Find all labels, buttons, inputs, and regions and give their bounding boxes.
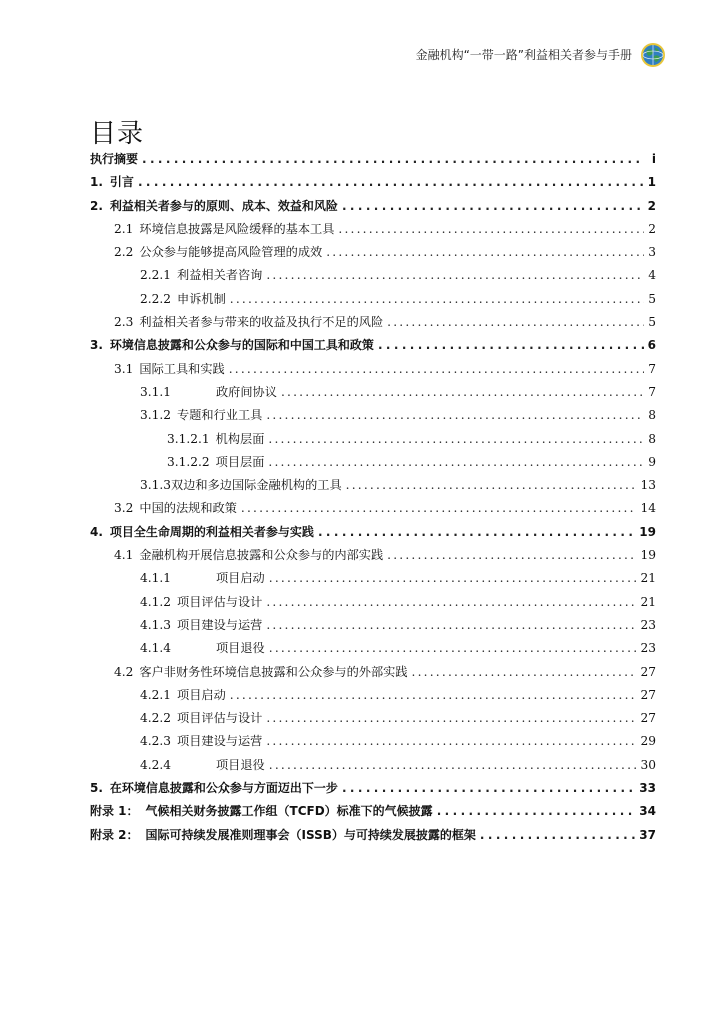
- toc-entry-title: 引言: [109, 175, 134, 190]
- dot-leader: [269, 571, 637, 585]
- dot-leader: [266, 595, 636, 609]
- toc-entry[interactable]: [90, 290, 656, 313]
- dot-leader: [342, 199, 644, 213]
- toc-entry-label: [140, 756, 265, 773]
- dot-leader: [268, 455, 644, 469]
- toc-entry-label: [90, 523, 314, 540]
- toc-entry-number: 5.: [90, 781, 103, 796]
- dot-leader: [338, 222, 644, 236]
- toc-entry[interactable]: [90, 266, 656, 289]
- toc-entry-title: 项目建设与运营: [177, 617, 263, 632]
- toc-entry-number: 3.1: [114, 361, 134, 376]
- toc-entry-number: 4.2.3: [140, 734, 172, 749]
- globe-logo-icon: [640, 42, 666, 68]
- toc-entry-title: 项目评估与设计: [177, 594, 263, 609]
- toc-entry-number: 3.1.1: [140, 384, 172, 399]
- toc-entry-label: [167, 430, 264, 447]
- dot-leader: [326, 245, 644, 259]
- toc-entry-number: 4.1: [114, 548, 134, 563]
- toc-entry-number: 4.2: [114, 664, 134, 679]
- toc-entry[interactable]: [90, 639, 656, 662]
- toc-entry-number: 附录 1：: [90, 804, 139, 819]
- toc-entry[interactable]: [90, 173, 656, 196]
- toc-entry-page: 21: [640, 594, 656, 609]
- toc-entry-title: 双边和多边国际金融机构的工具: [171, 478, 342, 493]
- toc-entry-title: 在环境信息披露和公众参与方面迈出下一步: [109, 781, 338, 796]
- dot-leader: [241, 501, 637, 515]
- page-title: 目录: [90, 119, 145, 149]
- toc-entry-page: 19: [639, 524, 656, 539]
- toc-entry-label: [90, 336, 374, 353]
- dot-leader: [269, 758, 637, 772]
- toc-entry-page: 14: [640, 501, 656, 516]
- toc-entry-label: [140, 593, 262, 610]
- toc-entry-page: 1: [647, 175, 656, 190]
- dot-leader: [142, 152, 644, 166]
- toc-entry[interactable]: [90, 756, 656, 779]
- toc-entry[interactable]: [90, 150, 656, 173]
- dot-leader: [342, 781, 635, 795]
- dot-leader: [480, 828, 635, 842]
- toc-entry-label: [140, 266, 262, 283]
- toc-entry-title: 专题和行业工具: [177, 408, 263, 423]
- toc-entry[interactable]: [90, 686, 656, 709]
- toc-entry-title: 申诉机制: [177, 291, 226, 306]
- toc-entry-page: 23: [640, 641, 656, 656]
- toc-entry-label: [114, 360, 225, 377]
- toc-entry-title: 气候相关财务披露工作组（TCFD）标准下的气候披露: [145, 804, 433, 819]
- dot-leader: [318, 525, 635, 539]
- toc-entry-label: [140, 383, 277, 400]
- toc-entry-title: 中国的法规和政策: [139, 501, 237, 516]
- toc-entry-title: 国际可持续发展准则理事会（ISSB）与可持续发展披露的框架: [145, 827, 476, 842]
- toc-entry[interactable]: [90, 616, 656, 639]
- toc-entry-title: 公众参与能够提高风险管理的成效: [139, 245, 323, 260]
- toc-entry-number: 2.: [90, 198, 103, 213]
- toc-entry-label: [140, 569, 265, 586]
- toc-entry-number: 1.: [90, 175, 103, 190]
- toc-entry-label: [90, 779, 338, 796]
- toc-entry-page: 13: [640, 478, 656, 493]
- dot-leader: [266, 408, 644, 422]
- toc-entry-page: 4: [648, 268, 656, 283]
- dot-leader: [378, 338, 644, 352]
- toc-entry-label: [140, 290, 226, 307]
- dot-leader: [387, 315, 644, 329]
- toc-entry-number: 3.: [90, 338, 103, 353]
- toc-entry-number: 附录 2：: [90, 827, 139, 842]
- toc-entry-title: 利益相关者咨询: [177, 268, 263, 283]
- dot-leader: [230, 688, 637, 702]
- toc-entry-label: [114, 499, 237, 516]
- toc-entry-page: 2: [647, 198, 656, 213]
- toc-entry-title: 项目启动: [177, 687, 226, 702]
- toc-entry-label: [140, 616, 262, 633]
- toc-entry-number: 2.1: [114, 221, 134, 236]
- toc-entry-label: [140, 709, 262, 726]
- toc-entry-title: 项目全生命周期的利益相关者参与实践: [109, 524, 314, 539]
- toc-entry[interactable]: [90, 802, 656, 825]
- toc-entry-title: 项目退役: [216, 757, 265, 772]
- toc-entry-number: 4.2.2: [140, 711, 172, 726]
- header-title: 金融机构“一带一路”利益相关者参与手册: [415, 48, 632, 62]
- running-header: [416, 46, 632, 63]
- dot-leader: [412, 665, 637, 679]
- toc-entry[interactable]: [90, 360, 656, 383]
- toc-entry-page: 30: [640, 757, 656, 772]
- toc-entry[interactable]: [90, 383, 656, 406]
- toc-entry[interactable]: [90, 336, 656, 359]
- toc-entry-title: 项目建设与运营: [177, 734, 263, 749]
- toc-entry-title: 项目启动: [216, 571, 265, 586]
- toc-entry[interactable]: [90, 593, 656, 616]
- toc-entry-title: 环境信息披露是风险缓释的基本工具: [139, 221, 335, 236]
- toc-entry-label: [90, 173, 134, 190]
- dot-leader: [229, 362, 644, 376]
- toc-entry-title: 机构层面: [215, 431, 265, 446]
- toc-entry-label: [114, 313, 383, 330]
- toc-entry-label: [90, 802, 433, 819]
- toc-entry-label: [114, 220, 334, 237]
- toc-entry-number: 3.1.3: [140, 478, 172, 493]
- toc-entry[interactable]: [90, 406, 656, 429]
- toc-entry-number: 3.2: [114, 501, 134, 516]
- toc-entry-number: 2.2.1: [140, 268, 172, 283]
- toc-entry-number: 4.1.4: [140, 641, 172, 656]
- dot-leader: [266, 711, 636, 725]
- toc-entry-page: 7: [648, 361, 656, 376]
- toc-entry-label: [140, 686, 226, 703]
- toc-entry[interactable]: [90, 569, 656, 592]
- toc-entry[interactable]: [90, 826, 656, 849]
- toc-entry[interactable]: [90, 220, 656, 243]
- toc-entry-label: [140, 406, 262, 423]
- dot-leader: [266, 618, 636, 632]
- toc-entry-number: 4.: [90, 524, 103, 539]
- toc-entry-page: 8: [648, 408, 656, 423]
- toc-entry-title: 金融机构开展信息披露和公众参与的内部实践: [139, 548, 384, 563]
- dot-leader: [281, 385, 644, 399]
- toc-entry-number: 3.1.2: [140, 408, 172, 423]
- toc-entry-page: 9: [648, 454, 656, 469]
- toc-entry-page: 21: [640, 571, 656, 586]
- toc-entry-number: 3.1.2.1: [167, 431, 210, 446]
- toc-entry-page: i: [651, 152, 656, 166]
- toc-entry-label: [140, 639, 265, 656]
- toc-entry-number: 2.2: [114, 245, 134, 260]
- toc-entry[interactable]: [90, 430, 656, 453]
- toc-entry[interactable]: [90, 709, 656, 732]
- toc-entry-label: [114, 663, 408, 680]
- toc-entry-page: 3: [648, 245, 656, 260]
- toc-entry-number: 2.3: [114, 315, 134, 330]
- toc-entry-page: 33: [639, 781, 656, 796]
- toc-entry-page: 2: [648, 221, 656, 236]
- toc-entry-title: 利益相关者参与带来的收益及执行不足的风险: [139, 315, 384, 330]
- toc-entry[interactable]: [90, 546, 656, 569]
- toc-entry-title: 项目评估与设计: [177, 711, 263, 726]
- toc-entry-page: 37: [639, 827, 656, 842]
- toc-entry[interactable]: [90, 243, 656, 266]
- dot-leader: [437, 804, 636, 818]
- dot-leader: [268, 432, 644, 446]
- toc-entry-number: 4.2.4: [140, 757, 172, 772]
- toc-entry-label: [167, 453, 264, 470]
- toc-entry-page: 27: [640, 711, 656, 726]
- toc-entry-label: [140, 476, 342, 493]
- toc-entry-number: 4.1.1: [140, 571, 172, 586]
- toc-entry-title: 环境信息披露和公众参与的国际和中国工具和政策: [109, 338, 374, 353]
- toc-entry-number: 4.2.1: [140, 687, 172, 702]
- toc-entry[interactable]: [90, 499, 656, 522]
- dot-leader: [346, 478, 637, 492]
- toc-entry-number: 4.1.3: [140, 617, 172, 632]
- toc-entry[interactable]: [90, 453, 656, 476]
- dot-leader: [138, 175, 644, 189]
- toc-entry-number: 4.1.2: [140, 594, 172, 609]
- toc-entry-label: [90, 150, 138, 167]
- toc-entry-label: [114, 243, 322, 260]
- toc-entry-page: 5: [648, 291, 656, 306]
- toc-entry[interactable]: [90, 476, 656, 499]
- toc-entry-title: 利益相关者参与的原则、成本、效益和风险: [109, 198, 338, 213]
- toc-entry-page: 5: [648, 315, 656, 330]
- toc-entry-page: 23: [640, 617, 656, 632]
- toc-entry-title: 执行摘要: [90, 152, 139, 166]
- toc-entry-number: 2.2.2: [140, 291, 172, 306]
- toc-entry-title: 项目退役: [216, 641, 265, 656]
- toc-entry-title: 政府间协议: [216, 384, 277, 399]
- toc-entry-title: 项目层面: [215, 454, 265, 469]
- toc-entry[interactable]: [90, 663, 656, 686]
- toc-entry-label: [90, 197, 338, 214]
- toc-entry[interactable]: [90, 779, 656, 802]
- dot-leader: [230, 292, 644, 306]
- dot-leader: [266, 268, 644, 282]
- dot-leader: [387, 548, 636, 562]
- toc-entry[interactable]: [90, 523, 656, 546]
- toc-entry[interactable]: [90, 313, 656, 336]
- toc-entry[interactable]: [90, 197, 656, 220]
- dot-leader: [266, 734, 636, 748]
- toc-entry-label: [90, 826, 476, 843]
- toc-entry-label: [140, 732, 262, 749]
- toc-entry-page: 29: [640, 734, 656, 749]
- toc-entry-title: 国际工具和实践: [139, 361, 225, 376]
- toc-entry-page: 19: [640, 548, 656, 563]
- dot-leader: [269, 641, 637, 655]
- toc-entry[interactable]: [90, 732, 656, 755]
- toc-entry-page: 7: [648, 384, 656, 399]
- toc-entry-page: 8: [648, 431, 656, 446]
- toc-entry-page: 27: [640, 664, 656, 679]
- toc-entry-page: 6: [647, 338, 656, 353]
- toc-entry-title: 客户非财务性环境信息披露和公众参与的外部实践: [139, 664, 408, 679]
- toc-entry-page: 34: [639, 804, 656, 819]
- table-of-contents: [90, 150, 656, 849]
- toc-entry-number: 3.1.2.2: [167, 454, 210, 469]
- toc-entry-label: [114, 546, 383, 563]
- toc-entry-page: 27: [640, 687, 656, 702]
